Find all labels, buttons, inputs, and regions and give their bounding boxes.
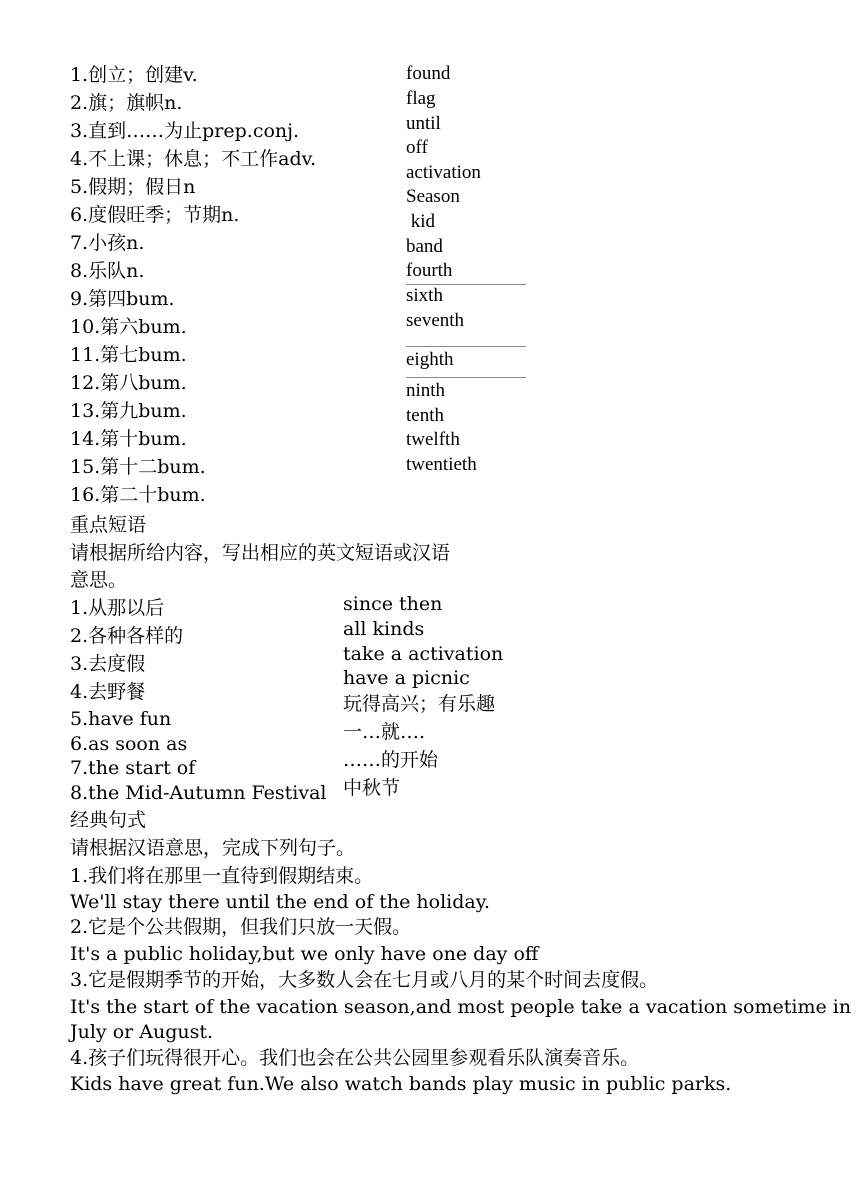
vocab-english-item: kid: [406, 211, 436, 232]
phrase-left-item: 6.as soon as: [70, 733, 188, 755]
vocab-english-item: eighth: [406, 349, 454, 370]
phrase-left-item: 5.have fun: [70, 708, 172, 730]
phrase-right-item: ……的开始: [343, 749, 439, 771]
vocab-english-item: seventh: [406, 310, 465, 331]
phrase-left-item: 7.the start of: [70, 757, 196, 779]
phrase-right-item: 中秋节: [343, 777, 401, 799]
sentence-chinese: 3.它是假期季节的开始，大多数人会在七月或八月的某个时间去度假。: [70, 969, 659, 991]
vocab-chinese-item: 5.假期；假日n: [70, 176, 196, 198]
phrases-instruction-cont: 意思。: [70, 569, 128, 591]
vocab-chinese-item: 14.第十bum.: [70, 428, 187, 450]
vocab-english-item: sixth: [406, 285, 443, 306]
vocab-english-item: twentieth: [406, 454, 477, 475]
vocab-chinese-item: 7.小孩n.: [70, 232, 145, 254]
sentence-english: We'll stay there until the end of the holiday.: [70, 891, 490, 913]
phrases-instruction: 请根据所给内容，写出相应的英文短语或汉语: [70, 542, 451, 564]
sentence-english: It's the start of the vacation season,and most people take a vacation sometime in: [70, 996, 852, 1018]
vocab-chinese-item: 11.第七bum.: [70, 344, 187, 366]
sentence-english: It's a public holiday,but we only have one day off: [70, 943, 539, 965]
vocab-chinese-item: 1.创立；创建v.: [70, 64, 198, 86]
vocab-english-item: flag: [406, 88, 436, 109]
phrase-left-item: 3.去度假: [70, 653, 146, 675]
phrase-right-item: since then: [343, 593, 443, 615]
vocab-english-item: activation: [406, 162, 481, 183]
sentence-english: July or August.: [70, 1021, 214, 1043]
vocab-english-item: ninth: [406, 380, 446, 401]
vocab-chinese-item: 10.第六bum.: [70, 316, 187, 338]
vocab-english-item: band: [406, 236, 443, 257]
vocab-english-item: Season: [406, 186, 460, 207]
sentences-heading: 经典句式: [70, 809, 147, 831]
vocab-chinese-item: 3.直到……为止prep.conj.: [70, 120, 300, 142]
phrase-right-item: take a activation: [343, 643, 504, 665]
sentence-chinese: 1.我们将在那里一直待到假期结束。: [70, 865, 374, 887]
vocab-chinese-item: 16.第二十bum.: [70, 484, 206, 506]
vocab-chinese-item: 9.第四bum.: [70, 288, 175, 310]
phrase-right-item: all kinds: [343, 618, 425, 640]
phrase-left-item: 4.去野餐: [70, 681, 146, 703]
phrase-left-item: 1.从那以后: [70, 597, 165, 619]
vocab-chinese-item: 13.第九bum.: [70, 400, 187, 422]
phrase-right-item: have a picnic: [343, 667, 470, 689]
vocab-chinese-item: 6.度假旺季；节期n.: [70, 204, 240, 226]
phrase-right-item: 玩得高兴；有乐趣: [343, 693, 496, 715]
sentence-english: Kids have great fun.We also watch bands play music in public parks.: [70, 1073, 732, 1095]
vocab-chinese-item: 12.第八bum.: [70, 372, 187, 394]
answer-underline: [406, 284, 526, 285]
vocab-english-item: found: [406, 63, 451, 84]
vocab-english-item: until: [406, 113, 441, 134]
phrase-left-item: 2.各种各样的: [70, 625, 184, 647]
vocab-english-item: twelfth: [406, 429, 460, 450]
vocab-english-item: tenth: [406, 405, 444, 426]
answer-underline: [406, 377, 526, 378]
vocab-english-item: off: [406, 137, 428, 158]
sentences-instruction: 请根据汉语意思，完成下列句子。: [70, 837, 356, 859]
vocab-english-item: fourth: [406, 260, 453, 281]
vocab-chinese-item: 2.旗；旗帜n.: [70, 92, 183, 114]
vocab-chinese-item: 4.不上课；休息；不工作adv.: [70, 148, 317, 170]
vocab-chinese-item: 15.第十二bum.: [70, 456, 206, 478]
phrase-right-item: 一…就….: [343, 721, 426, 743]
sentence-chinese: 4.孩子们玩得很开心。我们也会在公共公园里参观看乐队演奏音乐。: [70, 1047, 640, 1069]
phrase-left-item: 8.the Mid-Autumn Festival: [70, 782, 327, 804]
phrases-heading: 重点短语: [70, 514, 147, 536]
vocab-chinese-item: 8.乐队n.: [70, 260, 145, 282]
sentence-chinese: 2.它是个公共假期，但我们只放一天假。: [70, 916, 412, 938]
answer-underline: [406, 346, 526, 347]
